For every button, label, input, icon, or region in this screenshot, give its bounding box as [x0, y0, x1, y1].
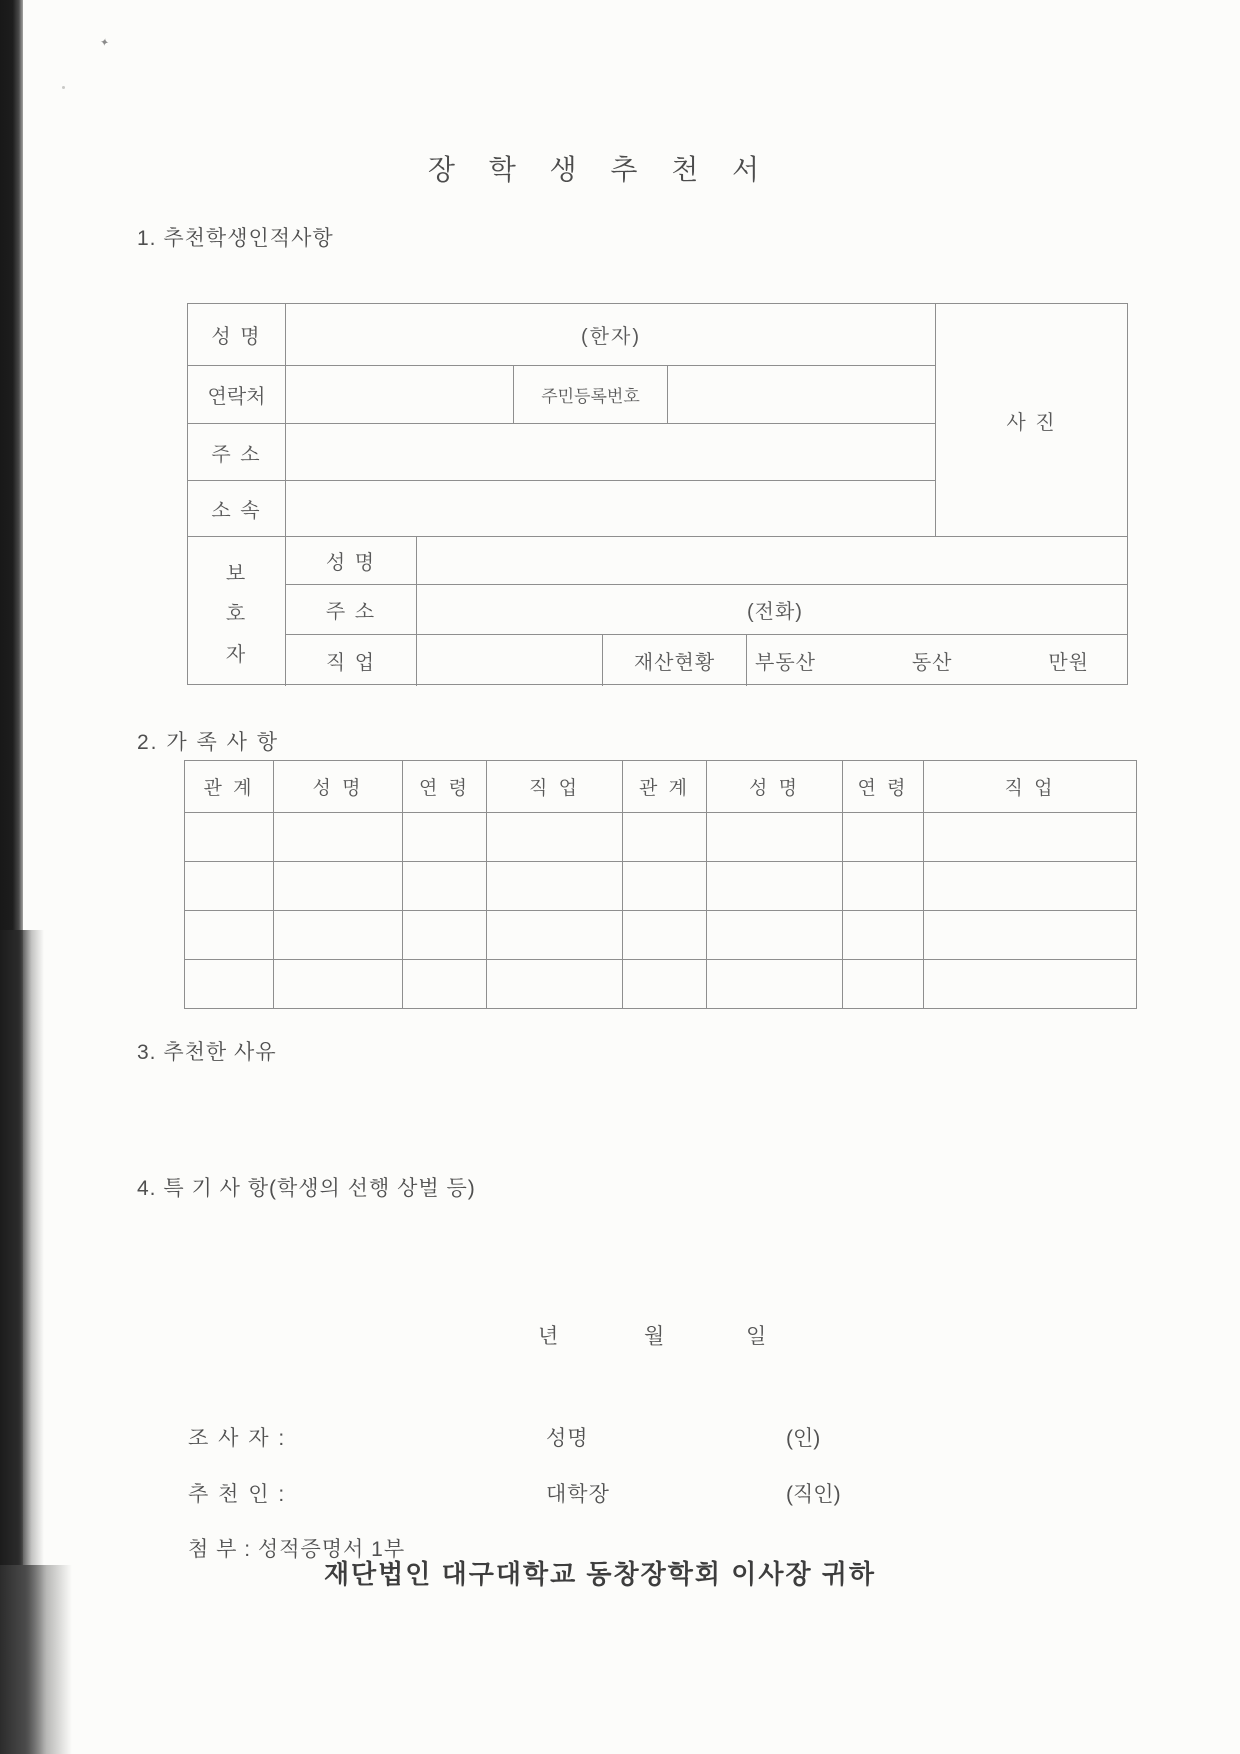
- family-cell: [707, 960, 843, 1008]
- family-cell: [487, 960, 623, 1008]
- family-cell: [487, 911, 623, 960]
- family-cell: [274, 960, 403, 1008]
- section-heading-personal-info: 1. 추천학생인적사항: [137, 227, 334, 250]
- family-cell: [843, 911, 924, 960]
- contact-label: 연락처: [188, 366, 286, 423]
- address-field: [286, 424, 936, 480]
- family-cell: [623, 862, 707, 911]
- family-header-relation-2: 관 계: [623, 761, 707, 813]
- family-header-job-1: 직 업: [487, 761, 623, 813]
- resident-id-field: [668, 366, 936, 423]
- guardian-name-row: [286, 537, 1127, 585]
- investigator-seal-label: (인): [786, 1427, 821, 1450]
- name-label: 성 명: [188, 304, 286, 365]
- guardian-name-label: 성 명: [286, 537, 417, 584]
- family-cell: [707, 911, 843, 960]
- address-label: 주 소: [188, 424, 286, 480]
- family-cell: [274, 813, 403, 862]
- family-cell: [274, 862, 403, 911]
- family-cell: [185, 960, 274, 1008]
- guardian-block: [188, 536, 1127, 686]
- investigator-label: 조 사 자 :: [188, 1427, 287, 1450]
- family-cell: [403, 911, 487, 960]
- guardian-char-1: 보: [225, 562, 248, 585]
- family-cell: [623, 813, 707, 862]
- family-header-age-2: 연 령: [843, 761, 924, 813]
- family-cell: [185, 813, 274, 862]
- section-heading-family: 2. 가 족 사 항: [137, 731, 279, 754]
- family-cell: [843, 862, 924, 911]
- family-cell: [924, 862, 1136, 911]
- guardian-address-field: [417, 585, 1127, 635]
- guardian-label: [188, 537, 286, 686]
- family-cell: [843, 813, 924, 862]
- resident-id-label: 주민등록번호: [513, 366, 668, 423]
- section-heading-reason: 3. 추천한 사유: [137, 1041, 277, 1064]
- family-cell: [403, 862, 487, 911]
- guardian-rows: [286, 537, 1127, 686]
- month-label: 월: [644, 1325, 665, 1348]
- family-cell: [623, 960, 707, 1008]
- family-cell: [707, 813, 843, 862]
- contact-field: [286, 366, 513, 423]
- photo-cell: [935, 304, 1127, 536]
- family-cell: [924, 813, 1136, 862]
- section-heading-special-notes: 4. 특 기 사 항(학생의 선행 상벌 등): [137, 1177, 476, 1200]
- assets-values: [747, 646, 1127, 675]
- footer-recipient: 재단법인 대구대학교 동창장학회 이사장 귀하: [323, 1559, 877, 1589]
- family-cell: [403, 813, 487, 862]
- row-contact: [188, 366, 936, 424]
- guardian-job-field: [417, 635, 1127, 686]
- name-hanja-field: (한자): [581, 326, 641, 348]
- asset-unit-label: 만원: [1048, 652, 1089, 675]
- family-header-age-1: 연 령: [403, 761, 487, 813]
- personal-info-table: [187, 303, 1128, 685]
- real-estate-label: 부동산: [755, 652, 816, 675]
- guardian-job-label: 직 업: [286, 635, 417, 686]
- year-label: 년: [538, 1325, 559, 1348]
- date-line: [538, 1320, 798, 1350]
- movables-label: 동산: [911, 652, 953, 675]
- investigator-name-label: 성명: [546, 1427, 589, 1450]
- recommender-label: 추 천 인 :: [188, 1483, 287, 1506]
- family-cell: [924, 911, 1136, 960]
- guardian-address-row: [286, 585, 1127, 636]
- photo-label: 사 진: [1006, 411, 1057, 434]
- family-cell: [274, 911, 403, 960]
- family-header-job-2: 직 업: [924, 761, 1136, 813]
- scan-speck-dot: [62, 86, 65, 89]
- family-cell: [487, 813, 623, 862]
- family-header-name-1: 성 명: [274, 761, 403, 813]
- guardian-phone-label: (전화): [747, 601, 803, 624]
- family-cell: [843, 960, 924, 1008]
- personal-info-left-block: [188, 304, 936, 536]
- family-table: [184, 760, 1137, 1009]
- row-affiliation: [188, 481, 936, 536]
- recommender-title-label: 대학장: [546, 1483, 610, 1506]
- assets-label: 재산현황: [602, 635, 747, 686]
- family-header-relation-1: 관 계: [185, 761, 274, 813]
- family-cell: [185, 862, 274, 911]
- family-header-name-2: 성 명: [707, 761, 843, 813]
- attachment-label: 첨 부 : 성적증명서 1부: [188, 1538, 406, 1561]
- family-cell: [707, 862, 843, 911]
- guardian-address-label: 주 소: [286, 585, 417, 635]
- row-address: [188, 424, 936, 481]
- family-cell: [185, 911, 274, 960]
- family-cell: [623, 911, 707, 960]
- affiliation-field: [286, 481, 936, 536]
- page-title: 장 학 생 추 천 서: [427, 154, 773, 185]
- family-cell: [924, 960, 1136, 1008]
- recommender-row: [0, 1478, 1240, 1508]
- guardian-name-field: [417, 537, 1127, 584]
- guardian-job-row: [286, 635, 1127, 686]
- day-label: 일: [746, 1325, 767, 1348]
- investigator-row: [0, 1422, 1240, 1452]
- family-cell: [487, 862, 623, 911]
- row-name: [188, 304, 936, 366]
- guardian-char-3: 자: [225, 643, 248, 666]
- family-cell: [403, 960, 487, 1008]
- scan-speck-icon: ✦: [99, 36, 110, 50]
- recommender-seal-label: (직인): [786, 1483, 841, 1506]
- guardian-char-2: 호: [225, 603, 248, 625]
- affiliation-label: 소 속: [188, 481, 286, 536]
- scan-edge-shadow-bottom: [0, 1565, 72, 1754]
